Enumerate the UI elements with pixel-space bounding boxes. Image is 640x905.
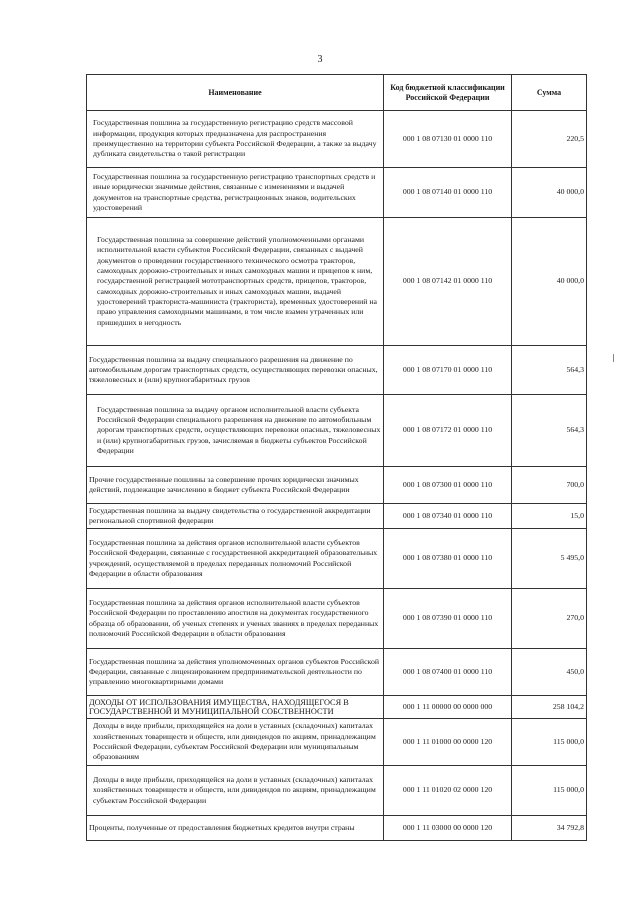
row-code: 000 1 11 01000 00 0000 120: [384, 719, 512, 766]
row-code: 000 1 11 01020 02 0000 120: [384, 766, 512, 816]
row-code: 000 1 08 07130 01 0000 110: [384, 111, 512, 168]
page-number: 3: [317, 54, 323, 65]
row-name: Государственная пошлина за государственную регистрацию транспортных средств и иные юридически значимые действия, связанные с изменениями и выдачей документов на транспортные средства, регистрационных знаков, водительских удостоверений: [87, 168, 384, 218]
table-row: [87, 395, 587, 467]
budget-revenue-table: [86, 74, 587, 841]
row-code: 000 1 08 07170 01 0000 110: [384, 346, 512, 395]
row-code: 000 1 08 07172 01 0000 110: [384, 395, 512, 467]
row-sum: 450,0: [512, 649, 587, 696]
table-row: [87, 529, 587, 589]
row-sum: 15,0: [512, 504, 587, 529]
table-row: [87, 816, 587, 841]
row-name: ДОХОДЫ ОТ ИСПОЛЬЗОВАНИЯ ИМУЩЕСТВА, НАХОДЯЩЕГОСЯ В ГОСУДАРСТВЕННОЙ И МУНИЦИПАЛЬНОЙ СОБСТВЕННОСТИ: [87, 696, 384, 719]
table-row: [87, 467, 587, 504]
table-row: [87, 589, 587, 649]
header-name: Наименование: [87, 75, 384, 111]
margin-mark: [613, 354, 614, 362]
row-sum: 564,3: [512, 395, 587, 467]
row-name: Доходы в виде прибыли, приходящейся на доли в уставных (складочных) капиталах хозяйственных товариществ и обществ, или дивидендов по акциям, принадлежащим Российской Федерации, субъектам Российской Федерации или муниципальным образованиям: [87, 719, 384, 766]
row-name: Государственная пошлина за совершение действий уполномоченными органами исполнительной власти субъектов Российской Федерации, связанных с выдачей документов о проведении государственного технического осмотра тракторов, самоходных дорожно-строительных и иных самоходных машин и прицепов к ним, государственной регистрацией мототранспортных средств, прицепов, тракторов, самоходных дорожно-строительных и иных самоходных машин, выдачей удостоверений тракториста-машиниста (тракториста), временных удостоверений на право управления самоходными машинами, в том числе взамен утраченных или пришедших в негодность: [87, 218, 384, 346]
row-name: Доходы в виде прибыли, приходящейся на доли в уставных (складочных) капиталах хозяйственных товариществ и обществ, или дивидендов по акциям, принадлежащим субъектам Российской Федерации: [87, 766, 384, 816]
header-sum: Сумма: [512, 75, 587, 111]
table-row: [87, 168, 587, 218]
row-code: 000 1 08 07400 01 0000 110: [384, 649, 512, 696]
row-sum: 40 000,0: [512, 168, 587, 218]
row-code: 000 1 08 07142 01 0000 110: [384, 218, 512, 346]
row-sum: 5 495,0: [512, 529, 587, 589]
row-code: 000 1 11 03000 00 0000 120: [384, 816, 512, 841]
row-code: 000 1 08 07380 01 0000 110: [384, 529, 512, 589]
row-name: Государственная пошлина за государственную регистрацию средств массовой информации, продукция которых предназначена для распространения преимущественно на территории субъекта Российской Федерации, а также за выдачу дубликата свидетельства о такой регистрации: [87, 111, 384, 168]
table-row: [87, 111, 587, 168]
row-name: Государственная пошлина за действия органов исполнительной власти субъектов Российской Федерации, связанные с государственной аккредитацией образовательных учреждений, осуществляемой в пределах переданных полномочий Российской Федерации в области образования: [87, 529, 384, 589]
table-header-row: [87, 75, 587, 111]
row-sum: 220,5: [512, 111, 587, 168]
table-row: [87, 766, 587, 816]
row-name: Государственная пошлина за выдачу органом исполнительной власти субъекта Российской Федерации специального разрешения на движение по автомобильным дорогам транспортных средств, осуществляющих перевозки опасных, тяжеловесных и (или) крупногабаритных грузов, зачисляемая в бюджеты субъектов Российской Федерации: [87, 395, 384, 467]
row-name: Государственная пошлина за действия уполномоченных органов субъектов Российской Федерации, связанные с лицензированием предпринимательской деятельности по управлению многоквартирными домами: [87, 649, 384, 696]
row-sum: 564,3: [512, 346, 587, 395]
table-row: [87, 504, 587, 529]
row-code: 000 1 08 07140 01 0000 110: [384, 168, 512, 218]
row-sum: 40 000,0: [512, 218, 587, 346]
row-sum: 700,0: [512, 467, 587, 504]
row-name: Государственная пошлина за выдачу свидетельства о государственной аккредитации региональной спортивной федерации: [87, 504, 384, 529]
row-code: 000 1 08 07340 01 0000 110: [384, 504, 512, 529]
row-name: Государственная пошлина за выдачу специального разрешения на движение по автомобильным дорогам транспортных средств, осуществляющих перевозки опасных, тяжеловесных и (или) крупногабаритных грузов: [87, 346, 384, 395]
row-name: Государственная пошлина за действия органов исполнительной власти субъектов Российской Федерации по проставлению апостиля на документах государственного образца об образовании, об ученых степенях и ученых званиях в пределах переданных полномочий Российской Федерации в области образования: [87, 589, 384, 649]
row-sum: 34 792,8: [512, 816, 587, 841]
row-code: 000 1 08 07390 01 0000 110: [384, 589, 512, 649]
row-sum: 258 104,2: [512, 696, 587, 719]
table-row: [87, 649, 587, 696]
header-code: Код бюджетной классификации Российской Федерации: [384, 75, 512, 111]
table-row: [87, 218, 587, 346]
row-code: 000 1 08 07300 01 0000 110: [384, 467, 512, 504]
row-name: Проценты, полученные от предоставления бюджетных кредитов внутри страны: [87, 816, 384, 841]
row-sum: 115 000,0: [512, 766, 587, 816]
row-sum: 115 000,0: [512, 719, 587, 766]
table-row: [87, 346, 587, 395]
row-code: 000 1 11 00000 00 0000 000: [384, 696, 512, 719]
table-row: [87, 719, 587, 766]
table-row-section: [87, 696, 587, 719]
row-sum: 270,0: [512, 589, 587, 649]
row-name: Прочие государственные пошлины за совершение прочих юридически значимых действий, подлежащие зачислению в бюджет субъекта Российской Федерации: [87, 467, 384, 504]
